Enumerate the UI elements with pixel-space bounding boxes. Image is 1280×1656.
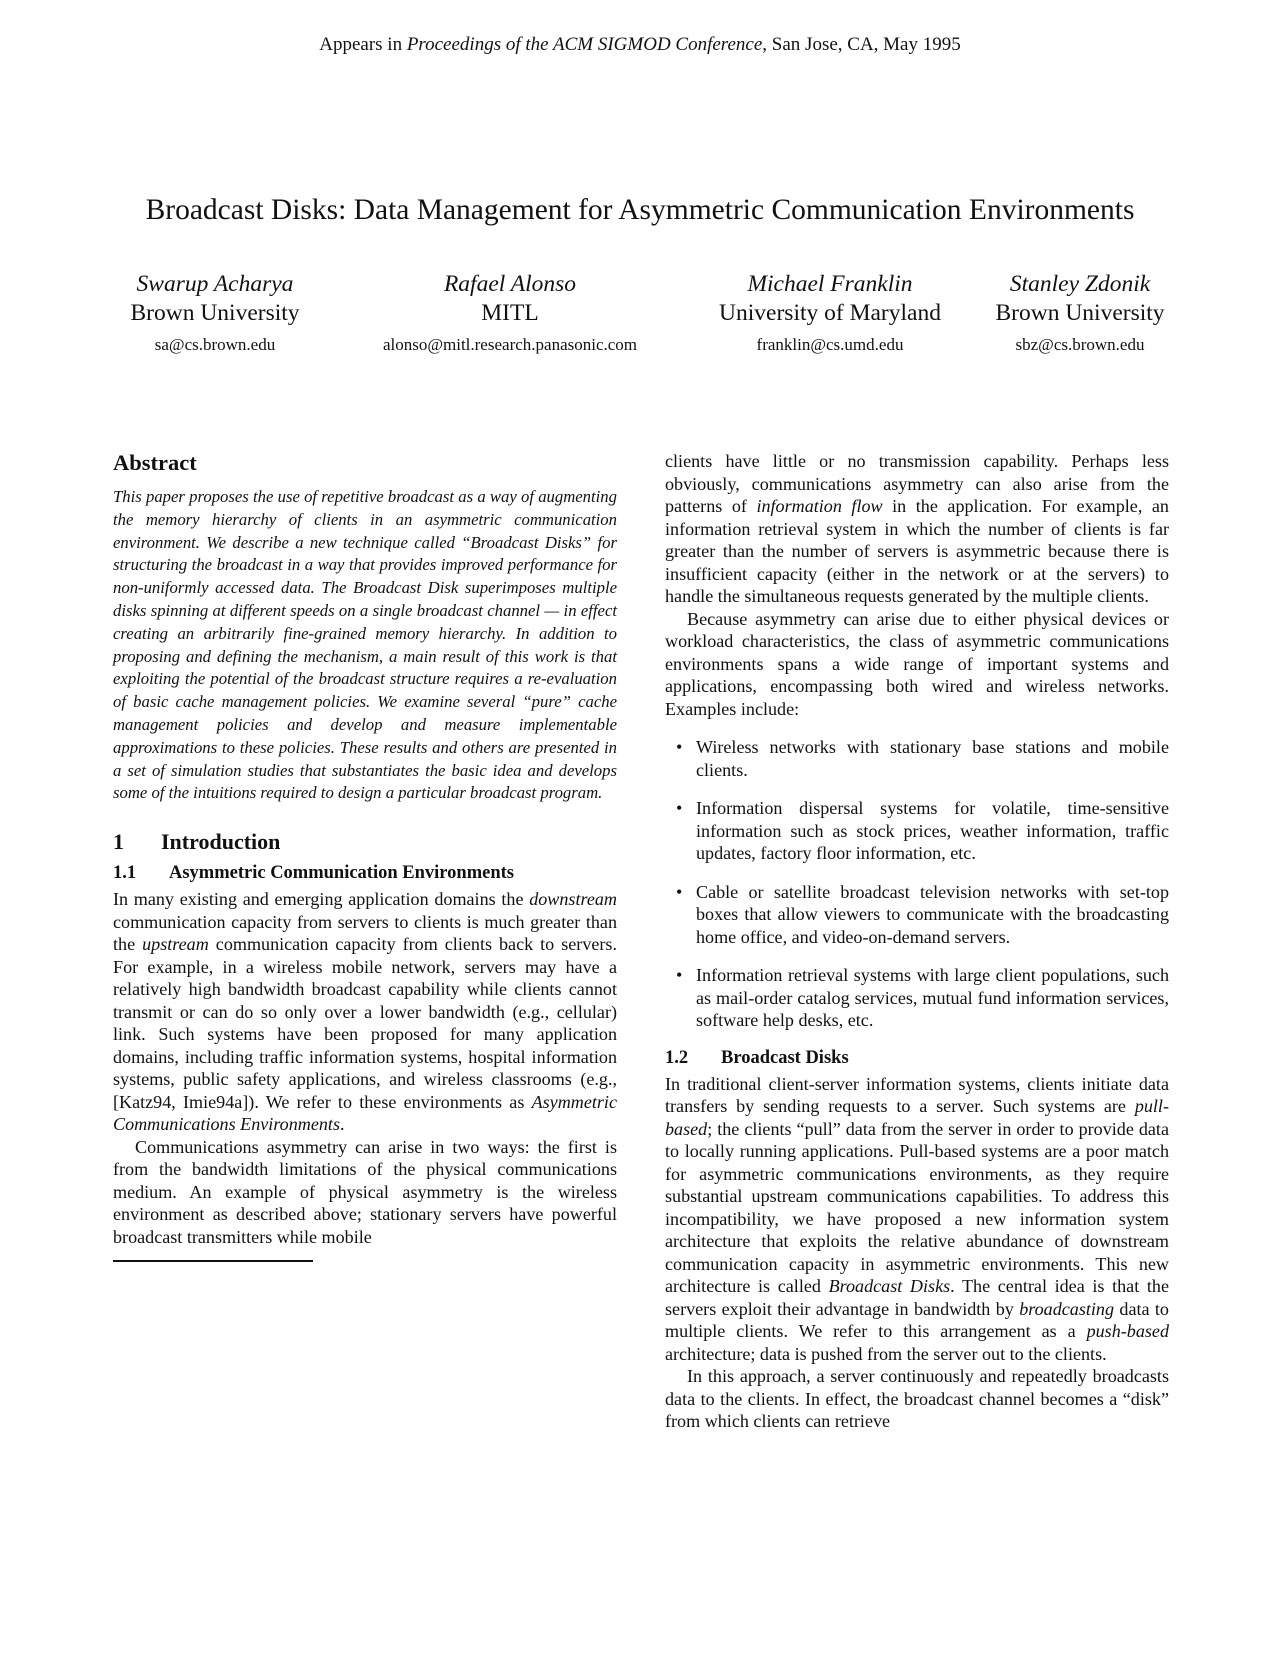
text-run: ; the clients “pull” data from the server in order to provide data to locally running applications. Pull-based systems are a poor match for asymmetric communications environments, as they require substantial upstream communications capabilities. To address this incompatibility, we have proposed a new information system architecture that exploits the relative abundance of downstream communication capacity in asymmetric environments. This new architecture is called (665, 1118, 1169, 1296)
list-item (665, 797, 1169, 865)
bullet-icon: • (676, 798, 683, 818)
author-email: sbz@cs.brown.edu (1015, 335, 1145, 354)
subsection-number: 1.2 (665, 1047, 689, 1068)
bullet-icon: • (676, 965, 683, 985)
author-name: Swarup Acharya (136, 271, 294, 297)
author-block-franklin (680, 270, 980, 356)
emphasis-upstream: upstream (142, 934, 209, 955)
emphasis-push-based: push-based (1086, 1321, 1169, 1341)
author-block-alonso (340, 270, 680, 356)
emphasis-pull-based: pull-based (665, 1096, 1169, 1139)
text-run: communication capacity from servers to clients is much greater than the (113, 911, 617, 955)
subsection-heading-asymmetric (113, 863, 617, 884)
section-heading-introduction (113, 829, 617, 855)
author-affiliation: MITL (481, 300, 539, 326)
list-item (665, 736, 1169, 781)
author-affiliation: University of Maryland (719, 300, 941, 326)
section-title: Introduction (161, 829, 281, 855)
intro-paragraph-1 (113, 888, 617, 1136)
author-affiliation: Brown University (130, 300, 300, 326)
emphasis-broadcasting: broadcasting (1019, 1298, 1115, 1319)
paper-title: Broadcast Disks: Data Management for Asymmetric Communication Environments (145, 194, 1135, 226)
intro-paragraph-2: Communications asymmetry can arise in two ways: the first is from the bandwidth limitations of the physical communications medium. An example of physical asymmetry is the wireless environment as described above; stationary servers have powerful broadcast transmitters while mobile (113, 1136, 617, 1247)
footnote-divider (113, 1260, 313, 1262)
text-run: In many existing and emerging application domains the (113, 889, 530, 910)
text-run: data to multiple clients. We refer to this arrangement as a (665, 1298, 1169, 1341)
publication-note (0, 34, 1280, 56)
emphasis-asymmetric-environments: Asymmetric Communications Environments (113, 1091, 617, 1135)
right-column (665, 450, 1169, 1433)
text-run: . (340, 1114, 345, 1135)
intro-paragraph-3 (665, 450, 1169, 608)
author-email: franklin@cs.umd.edu (756, 335, 904, 354)
text-run: . The central idea is that the servers exploit their advantage in bandwidth by (665, 1276, 1169, 1319)
bullet-icon: • (676, 881, 683, 902)
left-column (113, 450, 617, 1262)
text-run: communication capacity from clients back to servers. For example, in a wireless mobile network, servers may have a relatively high bandwidth broadcast capability while clients cannot transmit or can do so only over a lower bandwidth (e.g., cellular) link. Such systems have been proposed for many application domains, including traffic information systems, hospital information systems, public safety applications, and wireless classrooms (e.g.,[Katz94, Imie94a]). We refer to these environments as (113, 934, 617, 1112)
broadcast-paragraph-1 (665, 1073, 1169, 1366)
abstract-heading: Abstract (113, 450, 197, 475)
author-name: Stanley Zdonik (1009, 271, 1151, 297)
author-block-acharya (80, 270, 350, 356)
author-name: Michael Franklin (747, 271, 913, 297)
author-block-zdonik (960, 270, 1200, 356)
text-run: in the application. For example, an information retrieval system in which the number of clients is far greater than the number of servers is asymmetric because there is insufficient capacity (either in the network or at the servers) to handle the simultaneous requests generated by the multiple clients. (665, 496, 1169, 606)
broadcast-paragraph-2: In this approach, a server continuously and repeatedly broadcasts data to the clients. In effect, the broadcast channel becomes a “disk” from which clients can retrieve (665, 1366, 1169, 1431)
emphasis-information-flow: information flow (756, 496, 883, 516)
text-run: In traditional client-server information systems, clients initiate data transfers by sending requests to a server. Such systems are (665, 1073, 1169, 1116)
subsection-number: 1.1 (113, 863, 137, 884)
subsection-title: Broadcast Disks (721, 1047, 849, 1068)
publication-prefix: Appears in (319, 34, 407, 55)
author-affiliation: Brown University (995, 300, 1165, 326)
author-email: sa@cs.brown.edu (154, 335, 276, 354)
abstract-text: This paper proposes the use of repetitive broadcast as a way of augmenting the memory hierarchy of clients in an asymmetric communication environment. We describe a new technique called “Broadcast Disks” for structuring the broadcast in a way that provides improved performance for non-uniformly accessed data. The Broadcast Disk superimposes multiple disks spinning at different speeds on a single broadcast channel — in effect creating an arbitrarily fine-grained memory hierarchy. In addition to proposing and defining the mechanism, a main result of this work is that exploiting the potential of the broadcast structure requires a re-evaluation of basic cache management policies. We examine several “pure” cache management policies and develop and measure implementable approximations to these policies. These results and others are presented in a set of simulation studies that substantiates the basic idea and develops some of the intuitions required to design a particular broadcast program. (113, 487, 617, 803)
intro-paragraph-4: Because asymmetry can arise due to either physical devices or workload characteristics, the class of asymmetric communications environments spans a wide range of important systems and applications, encompassing both wired and wireless networks. Examples include: (665, 608, 1169, 719)
list-item-text: Wireless networks with stationary base stations and mobile clients. (696, 737, 1169, 780)
examples-list (665, 736, 1169, 1032)
subsection-heading-broadcast-disks (665, 1048, 1169, 1069)
author-name: Rafael Alonso (443, 271, 577, 297)
text-run: architecture; data is pushed from the server out to the clients. (665, 1343, 1107, 1364)
list-item (665, 964, 1169, 1032)
publication-venue: Proceedings of the ACM SIGMOD Conference (406, 34, 763, 55)
list-item (665, 881, 1169, 949)
emphasis-downstream: downstream (529, 889, 617, 910)
bullet-icon: • (676, 737, 683, 757)
section-number: 1 (113, 829, 124, 855)
list-item-text: Cable or satellite broadcast television networks with set-top boxes that allow viewers to communicate with the broadcasting home office, and video-on-demand servers. (696, 881, 1169, 947)
list-item-text: Information dispersal systems for volatile, time-sensitive information such as stock prices, weather information, traffic updates, factory floor information, etc. (696, 798, 1169, 863)
subsection-title: Asymmetric Communication Environments (169, 863, 514, 884)
author-email: alonso@mitl.research.panasonic.com (382, 335, 638, 354)
publication-suffix: , San Jose, CA, May 1995 (762, 34, 961, 55)
list-item-text: Information retrieval systems with large client populations, such as mail-order catalog services, mutual fund information services, software help desks, etc. (696, 965, 1169, 1030)
emphasis-broadcast-disks: Broadcast Disks (828, 1276, 951, 1296)
text-run: clients have little or no transmission capability. Perhaps less obviously, communications asymmetry can also arise from the patterns of (665, 451, 1169, 516)
